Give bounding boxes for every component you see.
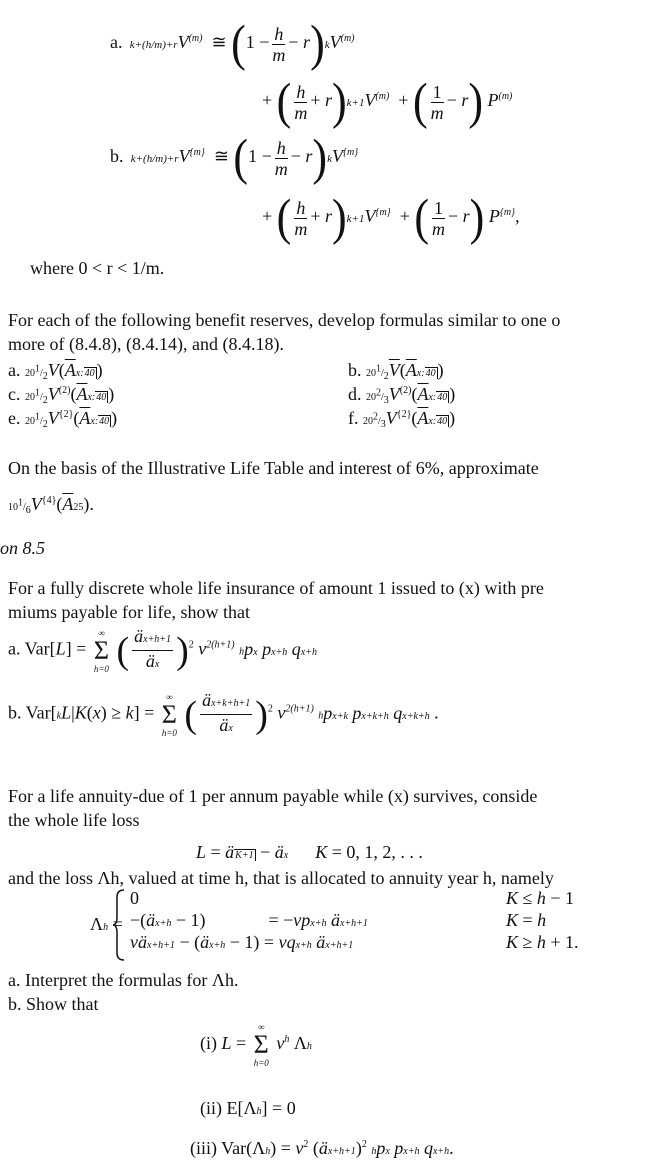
- case-2: −(äx+h − 1) = −vpx+h äx+h+1: [130, 910, 368, 930]
- formula-a-line2: + ( $\frac{h}{m}$ + $r)k+1V^{(m)}$ + ( $\frac{1}{m}$ − r) $P^{(m)}$: [262, 73, 513, 130]
- case-1-cond: K ≤ h − 1: [506, 888, 575, 908]
- label-b: b.: [110, 146, 124, 167]
- loss-formula: L = äK+1 − äx K = 0, 1, 2, . . .: [196, 842, 423, 862]
- result-iii: (iii) $Var(\Lambda h) = v^2$ (äx+h+1)$^2$ hpx px+h qx+h.: [190, 1138, 454, 1158]
- approx-formula: $10^1/_6V^{\{4\}}(\overline{A}25)$.: [8, 494, 94, 516]
- label-a: a.: [110, 32, 123, 53]
- section-title: on 8.5: [0, 538, 45, 558]
- reserve-item-a: a. $20^1/_2V(\overline{A}x:40$ ): [8, 360, 103, 382]
- case-3: väx+h+1 − (äx+h − 1) = vqx+h äx+h+1: [130, 932, 354, 952]
- case-2-cond: K = h: [506, 910, 547, 930]
- case-3-cond: K ≥ h + 1.: [506, 932, 579, 952]
- reserves-intro-line1: For each of the following benefit reserves, develop formulas similar to one o: [8, 310, 561, 330]
- var-formula-b: b. Var[kL|K(x) ≥ k] = ∞ Σ h=0 ( $\frac{äx+k+h+1}{äx}$ )$^2$ $v^{2(h+1)}$ hpx+k px+k+h qx+k+h .: [8, 690, 439, 738]
- part-b: b. Show that: [8, 994, 99, 1014]
- reserve-item-b: b. $20^1/_2\overline{V}(\overline{A}x:40$ ): [348, 360, 444, 382]
- var-intro-line1: For a fully discrete whole life insurance of amount 1 issued to (x) with pre: [8, 578, 544, 598]
- case-1: 0: [130, 888, 139, 908]
- var-intro-line2: miums payable for life, show that: [8, 602, 250, 622]
- annuity-intro-line2: the whole life loss: [8, 810, 140, 830]
- result-i: (i) L = ∞ Σ h=0 $v^h$ Λh: [200, 1022, 312, 1068]
- result-ii: (ii) E[Λh] = 0: [200, 1098, 296, 1118]
- reserves-intro-line2: more of (8.4.8), (8.4.14), and (8.4.18).: [8, 334, 284, 354]
- formula-b-line2: + ( $\frac{h}{m}$ + $r)k+1V^{\{m\}}$ + ( $\frac{1}{m}$ − r) $P^{\{m\}}$,: [262, 189, 520, 246]
- var-formula-a: a. Var[L] = ∞ Σ h=0 ( $\frac{äx+h+1}{äx}$ )$^2$ $v^{2(h+1)}$ hpx px+h qx+h: [8, 626, 317, 674]
- reserve-item-c: c. $20^1/_2V^{(2)}(\overline{A}x:40$ ): [8, 384, 115, 406]
- where-clause: where 0 < r < 1/m.: [30, 258, 165, 278]
- loss-definition: and the loss Λh, valued at time h, that is allocated to annuity year h, namely: [8, 868, 554, 888]
- approx-text: On the basis of the Illustrative Life Table and interest of 6%, approximate: [8, 458, 539, 478]
- reserve-item-d: d. $20^2/_3V^{(2)}(\overline{A}x:40$ ): [348, 384, 456, 406]
- cases-brace: [112, 889, 126, 961]
- annuity-intro-line1: For a life annuity-due of 1 per annum payable while (x) survives, conside: [8, 786, 538, 806]
- formula-a-line1: a. $k+(h/m)+rV^{(m)}$ ≅ (1 − $\frac{h}{m}$ − $r)kV^{(m)}$: [110, 15, 355, 72]
- reserve-item-e: e. $20^1/_2V^{\{2\}}(\overline{A}x:40$ ): [8, 408, 118, 430]
- formula-b-line1: b. $k+(h/m)+rV^{\{m\}}$ ≅ (1 − $\frac{h}{m}$ − $r)kV^{\{m\}}$: [110, 129, 359, 186]
- part-a: a. Interpret the formulas for Λh.: [8, 970, 239, 990]
- reserve-item-f: f. $20^2/_3V^{\{2\}}(\overline{A}x:40$ ): [348, 408, 456, 430]
- lambda-lhs: Λh =: [90, 914, 123, 934]
